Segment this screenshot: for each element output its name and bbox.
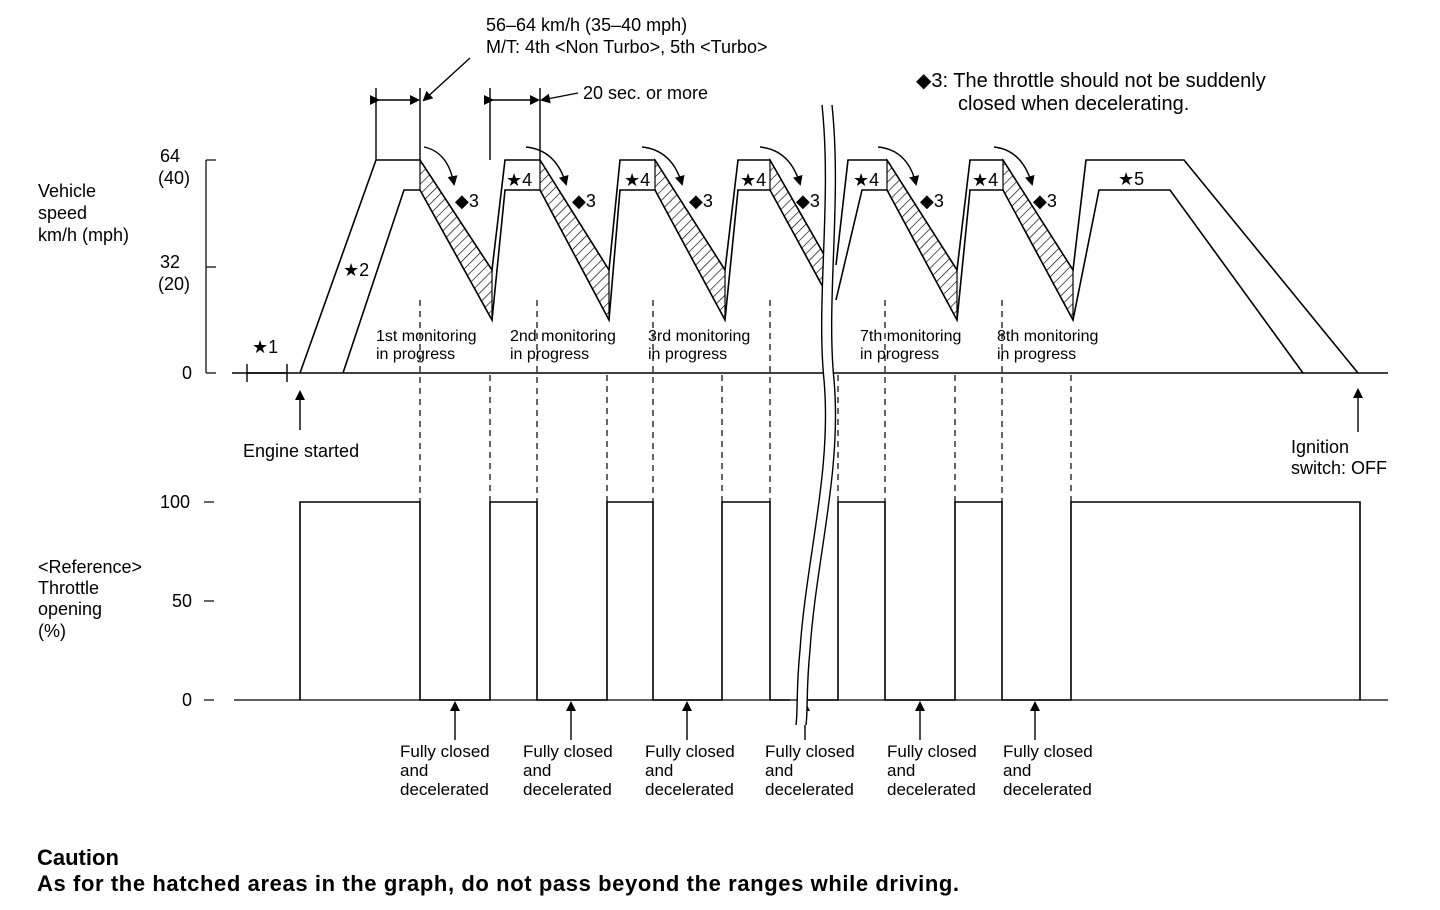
- caution-text: As for the hatched areas in the graph, do not pass beyond the ranges while driving.: [37, 871, 960, 896]
- dimension-bracket-1: [376, 88, 420, 160]
- hatched-area-2: [540, 160, 609, 320]
- marker-star4-4: ★4: [853, 170, 880, 190]
- ignition-off-label-line1: Ignition: [1291, 437, 1350, 457]
- fully-closed-5-line2: and: [887, 761, 916, 780]
- note3-line2: closed when decelerating.: [958, 93, 1190, 115]
- monitoring-label-7-line2: in progress: [860, 346, 940, 363]
- hatched-area-4: [770, 160, 830, 300]
- marker-star2: ★2: [343, 260, 370, 280]
- monitoring-label-1-line1: 1st monitoring: [376, 328, 477, 345]
- fully-closed-4: [765, 703, 855, 799]
- marker-star5: ★5: [1118, 169, 1145, 189]
- fully-closed-1-line3: decelerated: [400, 780, 489, 799]
- star1-bracket: [247, 364, 287, 382]
- fully-closed-3: [645, 703, 735, 799]
- speed-axis-label-line3: km/h (mph): [38, 225, 130, 245]
- speed-axis: [38, 146, 216, 383]
- monitoring-labels: [376, 328, 1098, 363]
- throttle-tick-label-0: 0: [182, 690, 193, 710]
- duration-note-leader: [542, 93, 578, 100]
- marker-diamond3-4: ◆3: [796, 191, 820, 211]
- throttle-signal-left: [300, 502, 790, 700]
- fully-closed-6-line3: decelerated: [1003, 780, 1092, 799]
- fully-closed-2-line1: Fully closed: [523, 742, 613, 761]
- speed-tick-label-32: 32: [160, 252, 181, 272]
- monitoring-label-1-line2: in progress: [376, 346, 456, 363]
- fully-closed-4-line1: Fully closed: [765, 742, 855, 761]
- fully-closed-2-line2: and: [523, 761, 552, 780]
- gear-note-leader: [424, 58, 470, 100]
- fully-closed-1-line1: Fully closed: [400, 742, 490, 761]
- fully-closed-5: [887, 703, 977, 799]
- fully-closed-3-line2: and: [645, 761, 674, 780]
- speed-axis-label-line1: Vehicle: [38, 181, 97, 201]
- speed-axis-label-line2: speed: [38, 203, 88, 223]
- fully-closed-3-line3: decelerated: [645, 780, 734, 799]
- marker-star4-1: ★4: [506, 170, 533, 190]
- fully-closed-5-line3: decelerated: [887, 780, 976, 799]
- marker-star4-2: ★4: [624, 170, 651, 190]
- throttle-axis-label-line2: Throttle: [38, 578, 100, 598]
- duration-note: 20 sec. or more: [583, 83, 709, 103]
- throttle-axis-label-line4: (%): [38, 621, 66, 641]
- monitoring-label-2-line1: 2nd monitoring: [510, 328, 616, 345]
- hatched-area-6: [1003, 160, 1073, 320]
- throttle-tick-label-50: 50: [172, 591, 193, 611]
- monitoring-label-3-line2: in progress: [648, 346, 728, 363]
- fully-closed-2: [523, 703, 613, 799]
- hatched-area-1: [420, 160, 492, 320]
- monitoring-label-3-line1: 3rd monitoring: [648, 328, 751, 345]
- monitoring-label-8-line1: 8th monitoring: [997, 328, 1099, 345]
- throttle-tick-label-100: 100: [160, 492, 191, 512]
- fully-closed-4-line3: decelerated: [765, 780, 854, 799]
- fully-closed-4-line2: and: [765, 761, 794, 780]
- gear-note: M/T: 4th <Non Turbo>, 5th <Turbo>: [486, 37, 768, 57]
- monitoring-label-2-line2: in progress: [510, 346, 590, 363]
- fully-closed-5-line1: Fully closed: [887, 742, 977, 761]
- fully-closed-1: [400, 703, 490, 799]
- monitoring-label-8-line2: in progress: [997, 346, 1077, 363]
- fully-closed-6-line2: and: [1003, 761, 1032, 780]
- engine-started-label: Engine started: [243, 441, 360, 461]
- fully-closed-3-line1: Fully closed: [645, 742, 735, 761]
- marker-diamond3-2: ◆3: [572, 191, 596, 211]
- fully-closed-6-line1: Fully closed: [1003, 742, 1093, 761]
- throttle-axis-label-line1: <Reference>: [38, 557, 143, 577]
- marker-diamond3-1: ◆3: [455, 191, 479, 211]
- marker-star4-3: ★4: [740, 170, 767, 190]
- fully-closed-6: [1003, 703, 1093, 799]
- marker-star4-5: ★4: [972, 170, 999, 190]
- speed-tick-label-40: (40): [158, 168, 191, 188]
- marker-diamond3-3: ◆3: [689, 191, 713, 211]
- fully-closed-1-line2: and: [400, 761, 429, 780]
- caution-title: Caution: [37, 845, 119, 870]
- marker-star1: ★1: [252, 337, 279, 357]
- fully-closed-markers: [400, 703, 1093, 799]
- hatched-area-3: [655, 160, 725, 320]
- monitoring-label-7-line1: 7th monitoring: [860, 328, 962, 345]
- marker-diamond3-6: ◆3: [1033, 191, 1057, 211]
- event-markers: [243, 390, 1387, 478]
- note3-line1: ◆3: The throttle should not be suddenly: [916, 70, 1266, 92]
- throttle-axis-label-line3: opening: [38, 599, 103, 619]
- throttle-signal-right: [808, 502, 1360, 700]
- ignition-off-label-line2: switch: OFF: [1291, 458, 1388, 478]
- marker-diamond3-5: ◆3: [920, 191, 944, 211]
- speed-tick-label-20: (20): [158, 274, 191, 294]
- top-annotations: [376, 15, 1266, 160]
- dimension-bracket-2: [490, 88, 540, 160]
- fully-closed-2-line3: decelerated: [523, 780, 612, 799]
- hatched-area-5: [887, 160, 957, 320]
- throttle-axis: [38, 492, 214, 710]
- speed-tick-label-0: 0: [182, 363, 193, 383]
- speed-range-note: 56–64 km/h (35–40 mph): [486, 15, 688, 35]
- speed-tick-label-64: 64: [160, 146, 181, 166]
